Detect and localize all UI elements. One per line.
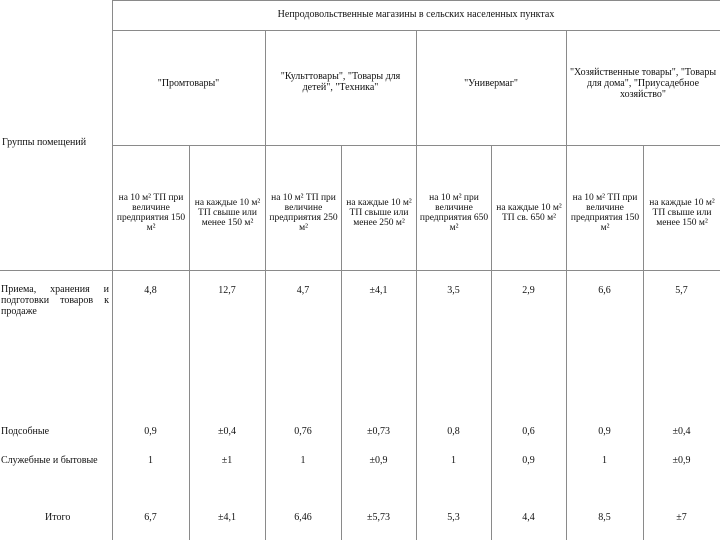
table-cell: 12,7	[218, 285, 236, 296]
group-header: "Культтовары", "Товары для детей", "Техника"	[280, 71, 401, 93]
row-label: Служебные и бытовые	[1, 455, 98, 466]
table-cell: 3,5	[447, 285, 460, 296]
table-cell: 1	[451, 455, 456, 466]
table-cell: ±0,9	[369, 455, 388, 466]
column-subheader: на 10 м² ТП при величине предприятия 250 м²	[269, 193, 338, 233]
table-cell: 0,9	[144, 426, 157, 437]
table-title: Непродовольственные магазины в сельских населенных пунктах	[277, 9, 555, 20]
row-label: Итого	[45, 512, 71, 523]
table-cell: 4,4	[522, 512, 535, 523]
column-subheader: на 10 м² при величине предприятия 650 м²	[419, 193, 489, 233]
column-subheader: на 10 м² ТП при величине предприятия 150 м²	[116, 193, 186, 233]
table-cell: ±0,73	[367, 426, 390, 437]
group-header: "Универмаг"	[464, 78, 518, 89]
column-subheader: на каждые 10 м² ТП свыше или менее 150 м²	[194, 198, 261, 228]
table-cell: ±4,1	[369, 285, 388, 296]
table-cell: 6,6	[598, 285, 611, 296]
table-cell: 5,3	[447, 512, 460, 523]
table-cell: ±0,9	[672, 455, 691, 466]
table-cell: ±0,4	[218, 426, 236, 437]
table-cell: 0,9	[522, 455, 535, 466]
table-cell: ±7	[676, 512, 687, 523]
group-header: "Хозяйственные товары", "Товары для дома", "Приусадебное хозяйство"	[569, 67, 717, 100]
table-cell: ±5,73	[367, 512, 390, 523]
table-cell: 6,46	[294, 512, 312, 523]
table-cell: 6,7	[144, 512, 157, 523]
table-cell: 0,9	[598, 426, 611, 437]
column-subheader: на каждые 10 м² ТП св. 650 м²	[496, 203, 562, 223]
table-cell: ±0,4	[672, 426, 691, 437]
table-cell: 0,6	[522, 426, 535, 437]
column-subheader: на 10 м² ТП при величине предприятия 150 м²	[570, 193, 640, 233]
group-header: "Промтовары"	[157, 78, 220, 89]
table-cell: ±1	[221, 455, 233, 466]
table-cell: 1	[148, 455, 153, 466]
table-cell: 1	[300, 455, 306, 466]
row-header-label: Группы помещений	[2, 137, 87, 148]
row-label: Подсобные	[1, 426, 50, 437]
table-cell: 0,8	[447, 426, 460, 437]
table-cell: ±4,1	[218, 512, 236, 523]
table-cell: 1	[602, 455, 607, 466]
table-cell: 8,5	[598, 512, 611, 523]
column-subheader: на каждые 10 м² ТП свыше или менее 150 м²	[649, 198, 715, 228]
table-cell: 4,8	[144, 285, 157, 296]
column-subheader: на каждые 10 м² ТП свыше или менее 250 м²	[346, 198, 412, 228]
row-label: Приема, хранения и подготовки товаров к продаже	[1, 284, 109, 317]
table-cell: 0,76	[294, 426, 312, 437]
table-cell: 4,7	[296, 285, 310, 296]
table-cell: 5,7	[675, 285, 688, 296]
table-cell: 2,9	[522, 285, 535, 296]
